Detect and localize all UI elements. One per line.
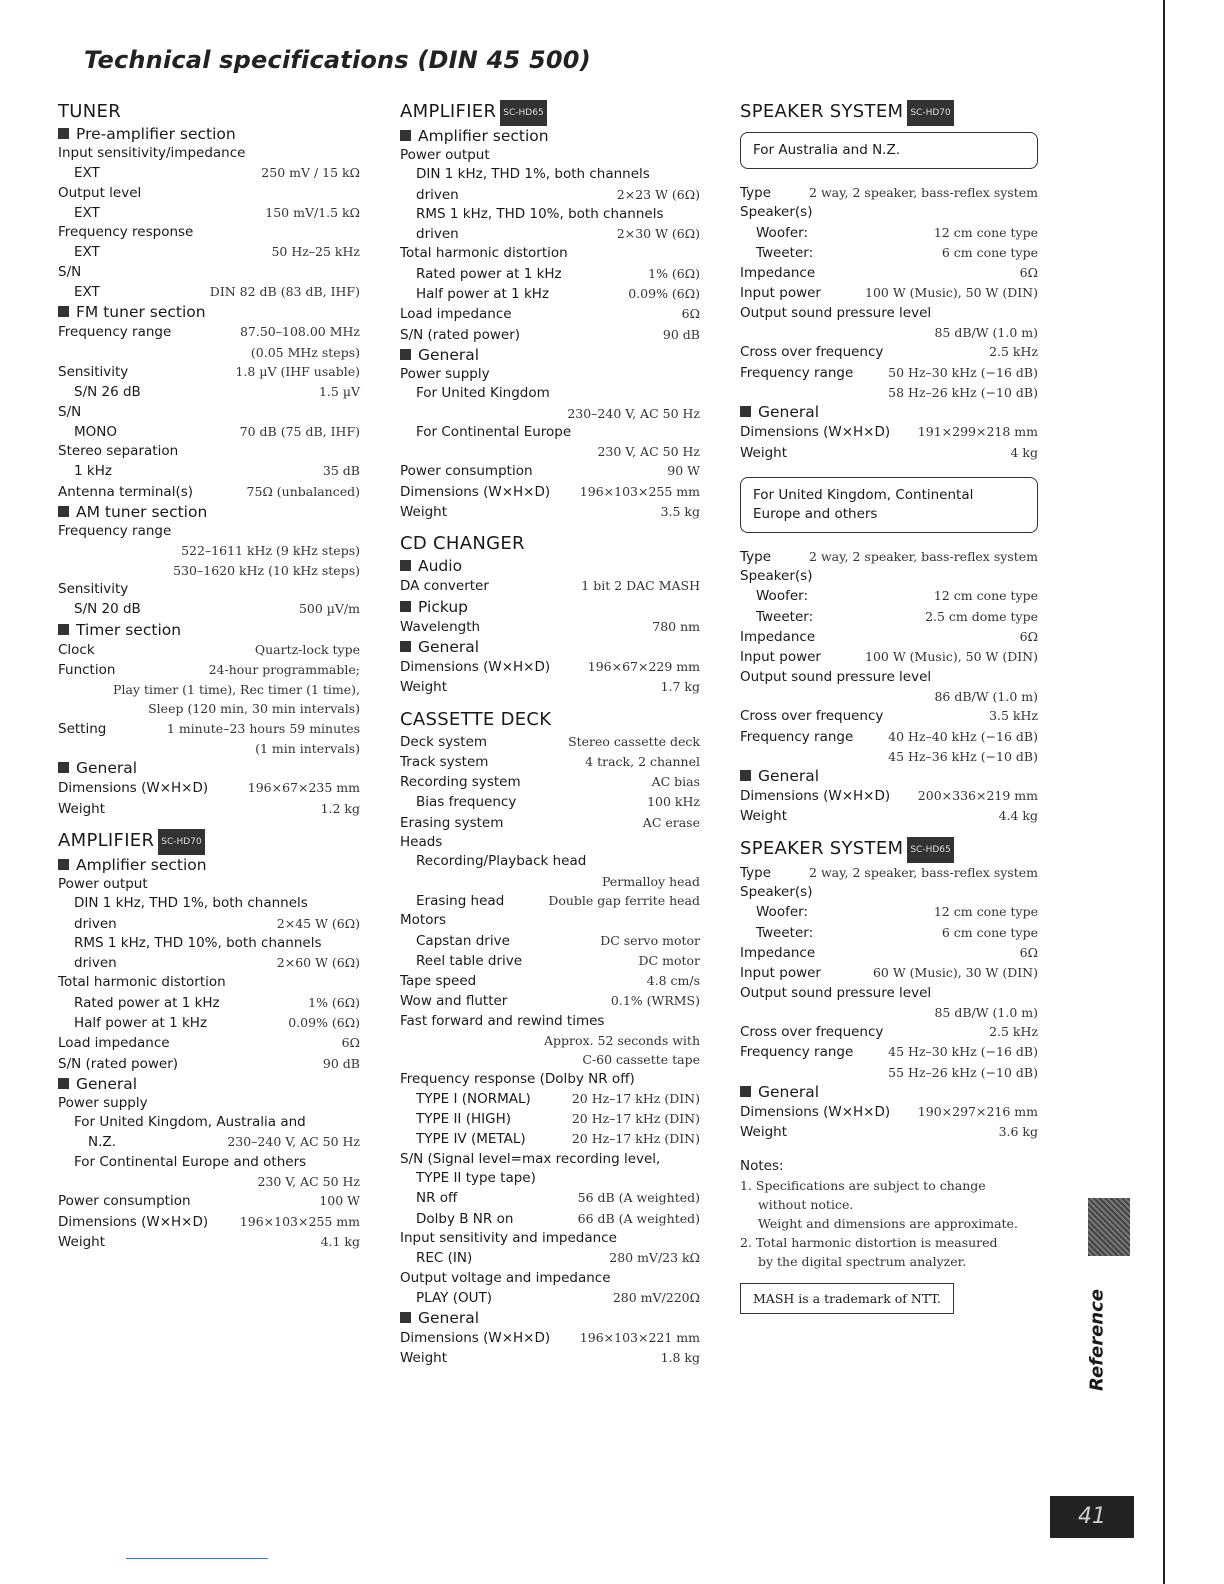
- spec-value-cont: Play timer (1 time), Rec timer (1 time),: [113, 682, 360, 698]
- bullet-square-icon: [400, 641, 411, 652]
- spec-row: Impedance 6Ω: [740, 944, 1038, 961]
- cassette-deck-heading: CASSETTE DECK: [400, 708, 552, 730]
- cd-changer-heading: CD CHANGER: [400, 533, 525, 555]
- bullet-square-icon: [400, 349, 411, 360]
- page-title: Technical specifications (DIN 45 500): [84, 46, 591, 74]
- spec-row: Speaker(s): [740, 204, 813, 221]
- note-line: without notice.: [758, 1196, 854, 1212]
- spec-row: Cross over frequency 2.5 kHz: [740, 344, 1038, 361]
- bullet-square-icon: [58, 859, 69, 870]
- spec-row: Rated power at 1 kHz 1% (6Ω): [74, 994, 360, 1011]
- model-badge: SC-HD65: [907, 837, 953, 863]
- spec-row: Type 2 way, 2 speaker, bass-reflex system: [740, 548, 1038, 565]
- spec-row: RMS 1 kHz, THD 10%, both channels: [416, 205, 664, 222]
- spec-row: For Continental Europe and others: [74, 1153, 307, 1170]
- spec-row: Weight 4.4 kg: [740, 808, 1038, 825]
- spec-row: EXT 250 mV / 15 kΩ: [74, 165, 360, 182]
- spec-row: Cross over frequency 3.5 kHz: [740, 708, 1038, 725]
- spec-row: Motors: [400, 912, 447, 929]
- spec-row: Wavelength 780 nm: [400, 618, 700, 635]
- spec-row: Output sound pressure level: [740, 984, 932, 1001]
- general-subheading: General: [740, 766, 1038, 786]
- spec-row: Half power at 1 kHz 0.09% (6Ω): [416, 286, 700, 303]
- general-subheading: General: [400, 1308, 700, 1328]
- spec-row: Tweeter: 2.5 cm dome type: [756, 608, 1038, 625]
- spec-row: 1 kHz 35 dB: [74, 463, 360, 480]
- spec-row: Power consumption 100 W: [58, 1193, 360, 1210]
- spec-row: Frequency response (Dolby NR off): [400, 1070, 635, 1087]
- spec-row: Output level: [58, 184, 142, 201]
- right-edge-rule: [1163, 0, 1165, 1584]
- spec-row: Total harmonic distortion: [58, 974, 226, 991]
- model-badge: SC-HD70: [907, 100, 953, 126]
- spec-row: Recording system AC bias: [400, 774, 700, 791]
- model-badge: SC-HD65: [500, 100, 546, 126]
- spec-row: Reel table drive DC motor: [416, 952, 700, 969]
- spec-row: N.Z. 230–240 V, AC 50 Hz: [88, 1134, 360, 1151]
- note-line: Weight and dimensions are approximate.: [758, 1215, 1018, 1231]
- bullet-square-icon: [58, 128, 69, 139]
- spec-row: Deck system Stereo cassette deck: [400, 733, 700, 750]
- spec-row: For United Kingdom, Australia and: [74, 1114, 306, 1131]
- spec-row: Rated power at 1 kHz 1% (6Ω): [416, 265, 700, 282]
- spec-row: Impedance 6Ω: [740, 265, 1038, 282]
- spec-row: Tweeter: 6 cm cone type: [756, 924, 1038, 941]
- spec-row: Dimensions (W×H×D) 196×103×255 mm: [400, 483, 700, 500]
- spec-row: Woofer: 12 cm cone type: [756, 588, 1038, 605]
- spec-row: Load impedance 6Ω: [58, 1035, 360, 1052]
- general-subheading: General: [58, 1074, 360, 1094]
- spec-value-cont: Permalloy head: [602, 873, 700, 889]
- bullet-square-icon: [400, 560, 411, 571]
- pickup-subheading: Pickup: [400, 597, 700, 617]
- general-subheading: General: [740, 402, 1038, 422]
- spec-row: driven 2×23 W (6Ω): [416, 186, 700, 203]
- spec-row: Power supply: [58, 1094, 148, 1111]
- spec-row: Output sound pressure level: [740, 668, 932, 685]
- model-badge: SC-HD70: [158, 829, 204, 855]
- spec-value-cont: 230 V, AC 50 Hz: [597, 444, 700, 460]
- spec-row: Dimensions (W×H×D) 196×103×221 mm: [400, 1330, 700, 1347]
- spec-row: Frequency range 87.50–108.00 MHz: [58, 324, 360, 341]
- spec-row: Recording/Playback head: [416, 853, 587, 870]
- spec-row: Erasing head Double gap ferrite head: [416, 892, 700, 909]
- spec-row: Function 24-hour programmable;: [58, 661, 360, 678]
- note-line: by the digital spectrum analyzer.: [758, 1253, 967, 1269]
- amplifier-hd65-heading: AMPLIFIER SC-HD65: [400, 100, 700, 126]
- column-middle: [400, 100, 700, 1369]
- spec-row: Dolby B NR on 66 dB (A weighted): [416, 1210, 700, 1227]
- spec-row: Input sensitivity and impedance: [400, 1229, 617, 1246]
- spec-value-cont: 58 Hz–26 kHz (−10 dB): [888, 384, 1038, 400]
- bullet-square-icon: [58, 1078, 69, 1089]
- spec-row: Power output: [58, 875, 148, 892]
- general-subheading: General: [740, 1082, 1038, 1102]
- spec-value-cont: 86 dB/W (1.0 m): [934, 688, 1038, 704]
- spec-row: EXT 50 Hz–25 kHz: [74, 244, 360, 261]
- spec-row: Tape speed 4.8 cm/s: [400, 973, 700, 990]
- reference-tab: Reference: [1086, 1289, 1108, 1391]
- spec-row: S/N 20 dB 500 µV/m: [74, 601, 360, 618]
- spec-row: Weight 3.5 kg: [400, 504, 700, 521]
- spec-row: Antenna terminal(s) 75Ω (unbalanced): [58, 483, 360, 500]
- spec-row: Erasing system AC erase: [400, 814, 700, 831]
- spec-value-cont: 45 Hz–36 kHz (−10 dB): [888, 748, 1038, 764]
- pre-amp-subheading: Pre-amplifier section: [58, 124, 360, 144]
- spec-value-cont: 530–1620 kHz (10 kHz steps): [173, 562, 360, 578]
- spec-row: Fast forward and rewind times: [400, 1012, 605, 1029]
- spec-row: Speaker(s): [740, 568, 813, 585]
- spec-value-cont: 85 dB/W (1.0 m): [934, 1004, 1038, 1020]
- note-line: 1. Specifications are subject to change: [740, 1177, 986, 1193]
- spec-row: Input power 100 W (Music), 50 W (DIN): [740, 649, 1038, 666]
- spec-row: Output voltage and impedance: [400, 1269, 611, 1286]
- spec-row: Frequency range 50 Hz–30 kHz (−16 dB): [740, 364, 1038, 381]
- spec-row: TYPE I (NORMAL) 20 Hz–17 kHz (DIN): [416, 1090, 700, 1107]
- spec-row: Total harmonic distortion: [400, 245, 568, 262]
- bullet-square-icon: [400, 1312, 411, 1323]
- column-left: [58, 100, 360, 1252]
- spec-value-cont: 85 dB/W (1.0 m): [934, 325, 1038, 341]
- spec-row: Dimensions (W×H×D) 200×336×219 mm: [740, 788, 1038, 805]
- spec-row: Half power at 1 kHz 0.09% (6Ω): [74, 1014, 360, 1031]
- spec-row: Frequency range 40 Hz–40 kHz (−16 dB): [740, 728, 1038, 745]
- spec-row: Type 2 way, 2 speaker, bass-reflex system: [740, 864, 1038, 881]
- spec-row: S/N: [58, 403, 82, 420]
- spec-row: Power supply: [400, 365, 490, 382]
- spec-row: Setting 1 minute–23 hours 59 minutes: [58, 720, 360, 737]
- spec-row: Weight 3.6 kg: [740, 1124, 1038, 1141]
- fm-subheading: FM tuner section: [58, 302, 360, 322]
- page-number: 41: [1050, 1496, 1134, 1538]
- spec-row: Dimensions (W×H×D) 190×297×216 mm: [740, 1103, 1038, 1120]
- spec-row: Dimensions (W×H×D) 191×299×218 mm: [740, 424, 1038, 441]
- spec-row: Weight 4 kg: [740, 444, 1038, 461]
- spec-value-cont: Sleep (120 min, 30 min intervals): [148, 701, 360, 717]
- spec-value-cont: (1 min intervals): [255, 741, 360, 757]
- column-right: [740, 100, 1038, 1314]
- spec-row: Dimensions (W×H×D) 196×67×229 mm: [400, 658, 700, 675]
- section-tab-marker: [1088, 1198, 1130, 1256]
- spec-row: Frequency response: [58, 224, 194, 241]
- bullet-square-icon: [400, 601, 411, 612]
- bottom-link-line: [126, 1558, 268, 1559]
- spec-row: Stereo separation: [58, 443, 179, 460]
- spec-row: Type 2 way, 2 speaker, bass-reflex system: [740, 185, 1038, 201]
- bullet-square-icon: [400, 130, 411, 141]
- speaker-hd65-heading: SPEAKER SYSTEM SC-HD65: [740, 837, 1038, 863]
- spec-row: DA converter 1 bit 2 DAC MASH: [400, 578, 700, 595]
- spec-value-cont: 522–1611 kHz (9 kHz steps): [181, 543, 360, 559]
- spec-row: Bias frequency 100 kHz: [416, 794, 700, 811]
- spec-row: S/N (rated power) 90 dB: [58, 1055, 360, 1072]
- amp-section-subheading: Amplifier section: [58, 855, 360, 875]
- trademark-box: MASH is a trademark of NTT.: [740, 1283, 954, 1314]
- spec-row: Input power 100 W (Music), 50 W (DIN): [740, 285, 1038, 302]
- spec-row: Input sensitivity/impedance: [58, 145, 246, 161]
- spec-row: Frequency range 45 Hz–30 kHz (−16 dB): [740, 1044, 1038, 1061]
- spec-row: Tweeter: 6 cm cone type: [756, 244, 1038, 261]
- amp-section-subheading: Amplifier section: [400, 126, 700, 146]
- spec-row: Weight 4.1 kg: [58, 1233, 360, 1250]
- spec-row: S/N: [58, 263, 82, 280]
- bullet-square-icon: [58, 762, 69, 773]
- spec-row: TYPE II (HIGH) 20 Hz–17 kHz (DIN): [416, 1111, 700, 1128]
- region-box: For Australia and N.Z.: [740, 132, 1038, 169]
- spec-row: DIN 1 kHz, THD 1%, both channels: [416, 166, 650, 183]
- general-subheading: General: [400, 345, 700, 365]
- spec-row: Power output: [400, 147, 490, 163]
- bullet-square-icon: [740, 406, 751, 417]
- tuner-heading: TUNER: [58, 101, 122, 122]
- spec-value-cont: C-60 cassette tape: [582, 1052, 700, 1068]
- spec-row: Heads: [400, 834, 443, 851]
- spec-row: PLAY (OUT) 280 mV/220Ω: [416, 1289, 700, 1306]
- spec-row: For Continental Europe: [416, 423, 572, 440]
- spec-value-cont: 230–240 V, AC 50 Hz: [567, 405, 700, 421]
- audio-subheading: Audio: [400, 556, 700, 576]
- spec-row: EXT DIN 82 dB (83 dB, IHF): [74, 284, 360, 301]
- timer-subheading: Timer section: [58, 620, 360, 640]
- spec-row: Weight 1.7 kg: [400, 679, 700, 696]
- spec-row: RMS 1 kHz, THD 10%, both channels: [74, 934, 322, 951]
- spec-row: Sensitivity 1.8 µV (IHF usable): [58, 363, 360, 380]
- bullet-square-icon: [740, 1086, 751, 1097]
- general-subheading: General: [400, 637, 700, 657]
- spec-row: NR off 56 dB (A weighted): [416, 1190, 700, 1207]
- spec-row: Cross over frequency 2.5 kHz: [740, 1024, 1038, 1041]
- spec-value-cont: Approx. 52 seconds with: [544, 1032, 700, 1048]
- spec-row: Speaker(s): [740, 884, 813, 901]
- spec-row: S/N 26 dB 1.5 µV: [74, 384, 360, 401]
- spec-value-cont: (0.05 MHz steps): [250, 344, 360, 360]
- spec-row: Dimensions (W×H×D) 196×103×255 mm: [58, 1213, 360, 1230]
- spec-row: driven 2×45 W (6Ω): [74, 915, 360, 932]
- spec-row: Weight 1.2 kg: [58, 800, 360, 817]
- spec-row: Output sound pressure level: [740, 304, 932, 321]
- am-subheading: AM tuner section: [58, 502, 360, 522]
- bullet-square-icon: [58, 306, 69, 317]
- region-box: For United Kingdom, Continental Europe and others: [740, 477, 1038, 533]
- spec-row: S/N (Signal level=max recording level,: [400, 1150, 661, 1167]
- spec-row: Frequency range: [58, 523, 172, 540]
- spec-row: Input power 60 W (Music), 30 W (DIN): [740, 965, 1038, 982]
- spec-row: Impedance 6Ω: [740, 629, 1038, 646]
- spec-row: REC (IN) 280 mV/23 kΩ: [416, 1250, 700, 1267]
- general-subheading: General: [58, 758, 360, 778]
- spec-row: S/N (rated power) 90 dB: [400, 326, 700, 343]
- spec-row: driven 2×30 W (6Ω): [416, 226, 700, 243]
- spec-row: Load impedance 6Ω: [400, 306, 700, 323]
- spec-row: TYPE II type tape): [416, 1170, 536, 1187]
- spec-row: Clock Quartz-lock type: [58, 641, 360, 658]
- spec-value-cont: 55 Hz–26 kHz (−10 dB): [888, 1064, 1038, 1080]
- spec-row: Weight 1.8 kg: [400, 1350, 700, 1367]
- spec-row: Capstan drive DC servo motor: [416, 932, 700, 949]
- spec-row: MONO 70 dB (75 dB, IHF): [74, 423, 360, 440]
- spec-row: driven 2×60 W (6Ω): [74, 955, 360, 972]
- spec-row: Sensitivity: [58, 580, 129, 597]
- spec-row: Wow and flutter 0.1% (WRMS): [400, 993, 700, 1010]
- speaker-hd70-heading: SPEAKER SYSTEM SC-HD70: [740, 100, 1038, 126]
- note-line: 2. Total harmonic distortion is measured: [740, 1234, 998, 1250]
- spec-row: EXT 150 mV/1.5 kΩ: [74, 204, 360, 221]
- spec-row: Dimensions (W×H×D) 196×67×235 mm: [58, 780, 360, 797]
- bullet-square-icon: [58, 624, 69, 635]
- spec-row: Woofer: 12 cm cone type: [756, 904, 1038, 921]
- spec-row: For United Kingdom: [416, 385, 550, 402]
- bullet-square-icon: [740, 770, 751, 781]
- spec-row: Track system 4 track, 2 channel: [400, 753, 700, 770]
- spec-row: DIN 1 kHz, THD 1%, both channels: [74, 895, 308, 912]
- spec-row: Woofer: 12 cm cone type: [756, 224, 1038, 241]
- spec-row: TYPE IV (METAL) 20 Hz–17 kHz (DIN): [416, 1131, 700, 1148]
- spec-value-cont: 230 V, AC 50 Hz: [257, 1174, 360, 1190]
- notes-heading: Notes:: [740, 1157, 784, 1174]
- amplifier-hd70-heading: AMPLIFIER SC-HD70: [58, 829, 360, 855]
- bullet-square-icon: [58, 506, 69, 517]
- spec-row: Power consumption 90 W: [400, 463, 700, 480]
